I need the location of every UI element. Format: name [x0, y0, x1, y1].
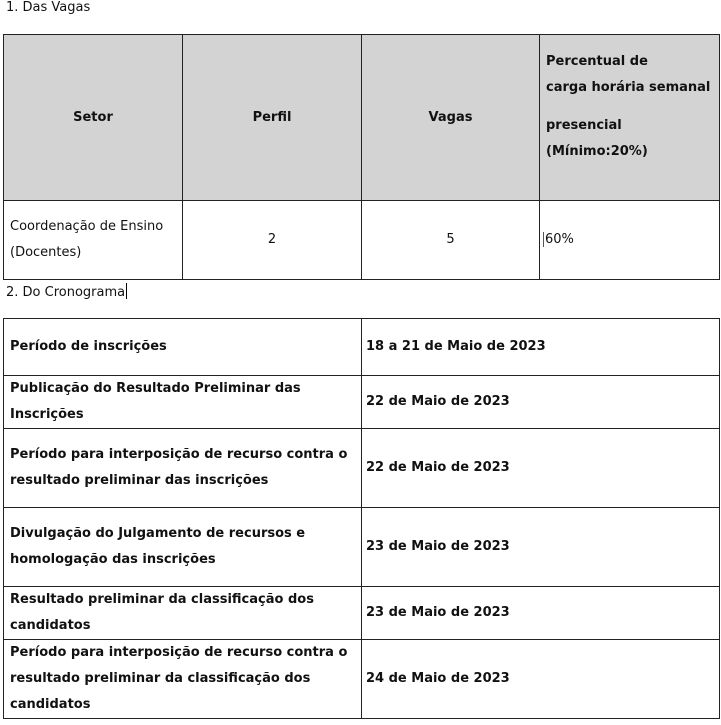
- cronograma-date: 18 a 21 de Maio de 2023: [362, 319, 720, 376]
- cronograma-event: [4, 319, 362, 376]
- header-setor: Setor: [4, 35, 183, 201]
- cronograma-date: 24 de Maio de 2023: [362, 640, 720, 719]
- cronograma-event-line2: resultado preliminar das inscrições: [10, 473, 269, 488]
- cell-perfil: 2: [183, 201, 362, 280]
- section-title-vagas: 1. Das Vagas: [6, 0, 91, 15]
- cronograma-event-line2: homologação das inscrições: [10, 552, 216, 567]
- cronograma-table: [3, 318, 720, 719]
- vagas-header-row: [4, 35, 720, 201]
- cronograma-event-line1: Publicação do Resultado Preliminar das Inscrições: [10, 381, 301, 422]
- cronograma-row: [4, 429, 720, 508]
- header-perfil: Perfil: [183, 35, 362, 201]
- cronograma-date: 23 de Maio de 2023: [362, 508, 720, 587]
- section-title-cronograma[interactable]: [6, 283, 127, 300]
- cronograma-event: [4, 429, 362, 508]
- cronograma-row: [4, 319, 720, 376]
- cronograma-date: 23 de Maio de 2023: [362, 587, 720, 640]
- header-percentual-line3: presencial (Mínimo:20%): [546, 118, 648, 159]
- cell-setor: [4, 201, 183, 280]
- header-percentual-line1: Percentual de: [546, 54, 648, 69]
- cell-percentual-value[interactable]: 60%: [545, 232, 574, 247]
- cronograma-date: 22 de Maio de 2023: [362, 429, 720, 508]
- header-percentual-line2: carga horária semanal: [546, 80, 711, 95]
- cell-vagas: 5: [362, 201, 540, 280]
- cronograma-event-line1: Período de inscrições: [10, 339, 167, 354]
- cronograma-event: [4, 640, 362, 719]
- cronograma-row: [4, 640, 720, 719]
- cronograma-event-line1: Período para interposição de recurso contra o: [10, 447, 348, 462]
- header-percentual: [540, 35, 720, 201]
- cronograma-date: 22 de Maio de 2023: [362, 376, 720, 429]
- vagas-data-row: [4, 201, 720, 280]
- text-cursor: [126, 283, 127, 299]
- section-title-cronograma-text: 2. Do Cronograma: [6, 285, 126, 300]
- vagas-table: [3, 34, 720, 280]
- cronograma-event-line1: Divulgação do Julgamento de recursos e: [10, 526, 306, 541]
- cronograma-row: [4, 376, 720, 429]
- cronograma-event-line1: Resultado preliminar da classificação dos candidatos: [10, 592, 314, 633]
- cell-setor-line2: (Docentes): [10, 245, 82, 260]
- cronograma-event-line2: resultado preliminar da classificação dos candidatos: [10, 671, 311, 712]
- cronograma-row: [4, 508, 720, 587]
- cronograma-event: [4, 508, 362, 587]
- cronograma-event: [4, 376, 362, 429]
- cell-setor-line1: Coordenação de Ensino: [10, 219, 164, 234]
- cronograma-event: [4, 587, 362, 640]
- cell-percentual[interactable]: [540, 201, 720, 280]
- cronograma-event-line1: Período para interposição de recurso contra o: [10, 645, 348, 660]
- cronograma-row: [4, 587, 720, 640]
- header-vagas: Vagas: [362, 35, 540, 201]
